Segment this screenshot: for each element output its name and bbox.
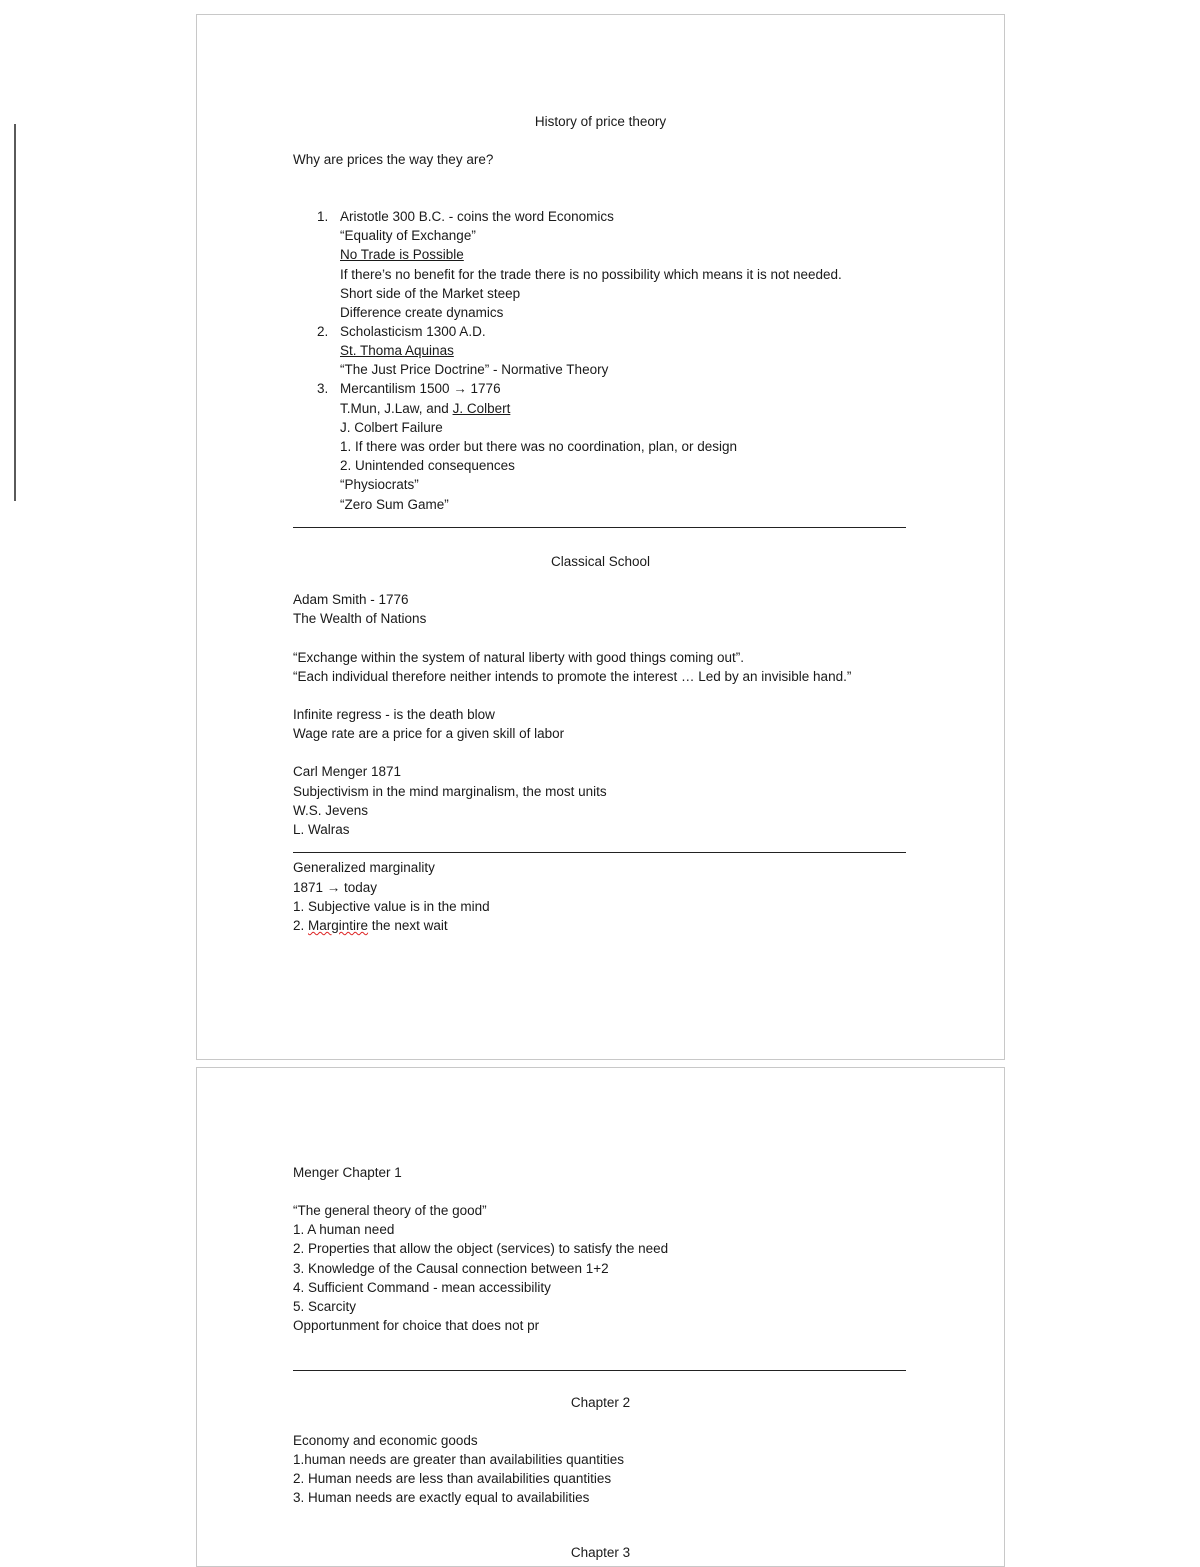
page-heading: Menger Chapter 1 [293, 1165, 402, 1180]
text-line: W.S. Jevens [293, 803, 369, 818]
text-line: 2. Margintire the next wait [293, 918, 448, 933]
list-item-line: “The Just Price Doctrine” - Normative Theory [340, 362, 609, 377]
horizontal-rule [293, 1370, 906, 1371]
text-line: 4. Sufficient Command - mean accessibility [293, 1280, 551, 1295]
text-line: Carl Menger 1871 [293, 764, 402, 779]
text-line: 2. Properties that allow the object (services) to satisfy the need [293, 1241, 669, 1256]
list-item-line: “Physiocrats” [340, 477, 419, 492]
text-line: Infinite regress - is the death blow [293, 707, 495, 722]
section-title-cut: Chapter 3 [570, 1545, 631, 1560]
list-item-line: No Trade is Possible [340, 247, 464, 262]
section-title: Classical School [550, 554, 651, 569]
list-item-line: J. Colbert Failure [340, 420, 443, 435]
text-line: 2. Human needs are less than availabilities quantities [293, 1471, 612, 1486]
text-line: 1. A human need [293, 1222, 395, 1237]
text-line: “The general theory of the good” [293, 1203, 487, 1218]
horizontal-rule [293, 527, 906, 528]
list-item-heading: Aristotle 300 B.C. - coins the word Economics [340, 209, 614, 224]
misspelled-word[interactable]: Margintire [308, 918, 369, 933]
list-item-line: 1. If there was order but there was no coordination, plan, or design [340, 439, 737, 454]
text-line: Economy and economic goods [293, 1433, 478, 1448]
text-line: 3. Knowledge of the Causal connection between 1+2 [293, 1261, 609, 1276]
text-line: 3. Human needs are exactly equal to availabilities [293, 1490, 590, 1505]
list-item-line: If there’s no benefit for the trade there is no possibility which means it is not needed. [340, 267, 842, 282]
list-item-line: 2. Unintended consequences [340, 458, 515, 473]
quote-line: “Each individual therefore neither intends to promote the interest … Led by an invisible hand.” [293, 669, 852, 684]
list-item-line: “Equality of Exchange” [340, 228, 476, 243]
list-item-line: Short side of the Market steep [340, 286, 521, 301]
text-line: Generalized marginality [293, 860, 435, 875]
list-number: 3. [317, 381, 329, 396]
text-line: 1.human needs are greater than availabilities quantities [293, 1452, 624, 1467]
list-number: 1. [317, 209, 329, 224]
horizontal-rule [293, 852, 906, 853]
list-item-line: “Zero Sum Game” [340, 497, 449, 512]
list-number: 2. [317, 324, 329, 339]
scroll-indicator[interactable] [14, 124, 16, 501]
list-item-line: Difference create dynamics [340, 305, 504, 320]
text-line: 5. Scarcity [293, 1299, 357, 1314]
text-line: L. Walras [293, 822, 350, 837]
list-item-line: T.Mun, J.Law, and J. Colbert [340, 401, 511, 416]
text-line: Subjectivism in the mind marginalism, the most units [293, 784, 607, 799]
document-page-2 [196, 1067, 1005, 1567]
document-page-1 [196, 14, 1005, 1060]
list-item-heading: Scholasticism 1300 A.D. [340, 324, 486, 339]
text-line: 1871 → today [293, 880, 378, 895]
text-line: Opportunment for choice that does not pr [293, 1318, 540, 1333]
intro-question: Why are prices the way they are? [293, 152, 494, 167]
list-item-line: St. Thoma Aquinas [340, 343, 454, 358]
text-line: Wage rate are a price for a given skill of labor [293, 726, 565, 741]
section-title: Chapter 2 [570, 1395, 631, 1410]
page-title: History of price theory [534, 114, 667, 129]
colbert-underlined: J. Colbert [452, 401, 511, 416]
list-item-heading: Mercantilism 1500 → 1776 [340, 381, 501, 396]
text-line: 1. Subjective value is in the mind [293, 899, 490, 914]
text-line: The Wealth of Nations [293, 611, 427, 626]
text-line: Adam Smith - 1776 [293, 592, 409, 607]
quote-line: “Exchange within the system of natural liberty with good things coming out”. [293, 650, 744, 665]
